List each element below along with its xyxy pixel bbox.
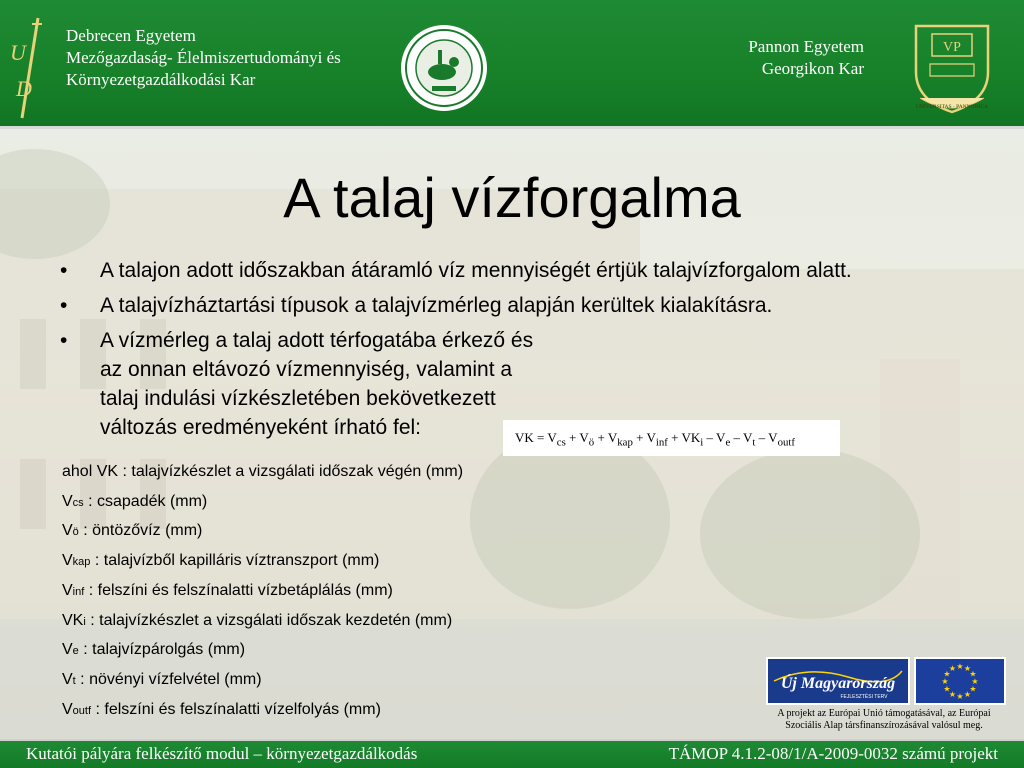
uj-magyarorszag-logo-art (768, 659, 908, 703)
eu-star-icon: ★ (956, 662, 964, 671)
definition-row (62, 577, 762, 607)
debrecen-university-logo (8, 14, 52, 120)
eu-star-icon: ★ (948, 664, 957, 673)
def-subscript: i (83, 615, 86, 628)
definition-row (62, 488, 762, 518)
definition-row (62, 458, 762, 488)
eu-star-icon: ★ (941, 677, 949, 686)
def-symbol: V (62, 581, 73, 599)
def-symbol: V (62, 552, 73, 570)
def-symbol: V (62, 641, 73, 659)
formula-part: + V (632, 430, 656, 445)
def-text: : öntözővíz (mm) (78, 522, 203, 540)
header-left-line-3: Környezetgazdálkodási Kar (66, 70, 256, 89)
formula-sub: kap (617, 436, 633, 449)
def-text: : talajvízből kapilláris víztranszport (mm) (90, 552, 380, 570)
footer-bar (0, 739, 1024, 768)
formula-sub: outf (777, 436, 796, 449)
formula-part: + V (565, 430, 589, 445)
definition-row (62, 517, 762, 547)
svg-text:VP: VP (943, 40, 961, 55)
bullet-item (56, 256, 976, 285)
bullet-dot: • (60, 329, 68, 352)
svg-text:Új Magyarország: Új Magyarország (780, 675, 896, 692)
bullet-dot: • (60, 294, 68, 317)
def-text: ahol VK : talajvízkészlet a vizsgálati időszak végén (mm) (62, 463, 464, 480)
definition-row (62, 666, 762, 696)
eu-note-line-1: A projekt az Európai Unió támogatásával, az Európai (777, 708, 991, 719)
def-subscript: inf (72, 585, 85, 598)
def-text: : csapadék (mm) (83, 492, 208, 510)
eu-star-icon: ★ (963, 690, 972, 699)
def-subscript: outf (72, 704, 92, 717)
def-text: : felszíni és felszínalatti vízelfolyás (mm) (91, 700, 381, 718)
formula-sub: inf (655, 436, 668, 449)
eu-star-icon: ★ (943, 684, 951, 694)
slide-title: A talaj vízforgalma (283, 166, 741, 229)
water-balance-formula (503, 420, 840, 456)
eu-star-icon: ★ (956, 692, 964, 701)
header-left-line-2: Mezőgazdaság- Élelmiszertudományi és (66, 48, 341, 67)
eu-star-icon: ★ (969, 669, 977, 679)
header-bar (0, 0, 1024, 128)
formula-sub: ö (588, 436, 595, 449)
def-text: : felszíni és felszínalatti vízbetáplálás (mm) (84, 581, 393, 599)
pannon-university-name (748, 36, 864, 80)
svg-text:D: D (16, 76, 32, 101)
definition-row (62, 636, 762, 666)
formula-part: + VK (667, 430, 701, 445)
header-left-line-1: Debrecen Egyetem (66, 26, 196, 45)
svg-text:UNIVERSITAS · PANNONICA: UNIVERSITAS · PANNONICA (915, 104, 989, 110)
def-subscript: e (72, 645, 79, 658)
formula-part: – V (703, 430, 726, 445)
footer-project-id: TÁMOP 4.1.2-08/1/A-2009-0032 számú projekt (668, 744, 998, 763)
eu-star-icon: ★ (948, 690, 957, 699)
formula-sub: e (725, 436, 731, 449)
def-subscript: kap (72, 556, 91, 569)
def-subscript: t (72, 674, 76, 687)
bullet-text: A talajon adott időszakban átáramló víz mennyiségét értjük talajvízforgalom alatt. (100, 259, 852, 282)
definition-row (62, 696, 762, 726)
faculty-seal-icon (400, 24, 488, 112)
debrecen-university-name (66, 25, 341, 91)
bullet-item (56, 291, 976, 320)
formula-sub: i (700, 436, 704, 449)
header-right-line-2: Georgikon Kar (761, 59, 864, 78)
bullet-text: A talajvízháztartási típusok a talajvízmérleg alapján kerültek kialakításra. (100, 294, 773, 317)
def-symbol: VK (62, 611, 84, 629)
def-text: : talajvízpárolgás (mm) (78, 641, 246, 659)
formula-part: – V (730, 430, 753, 445)
eu-star-icon: ★ (969, 684, 977, 694)
formula-sub: t (752, 436, 756, 449)
formula-part: – V (755, 430, 778, 445)
def-text: : növényi vízfelvétel (mm) (75, 670, 262, 688)
definition-row (62, 547, 762, 577)
def-symbol: V (62, 670, 73, 688)
eu-note-line-2: Szociális Alap társfinanszírozásával valósul meg. (785, 720, 983, 731)
formula-sub: cs (556, 436, 566, 449)
pannon-crest-icon (906, 20, 998, 118)
eu-flag-icon (914, 657, 1006, 705)
svg-text:U: U (10, 40, 26, 65)
def-subscript: cs (72, 496, 84, 509)
definition-row (62, 607, 762, 637)
bullet-text: A vízmérleg a talaj adott térfogatába érkező és az onnan eltávozó vízmennyiség, valamint a talaj indulási vízkészletében bekövetkezett változás eredményeként írható fel: (100, 329, 534, 439)
def-symbol: V (62, 492, 73, 510)
eu-funding-note (752, 708, 1016, 732)
def-symbol: V (62, 700, 73, 718)
def-subscript: ö (72, 526, 79, 539)
header-right-line-1: Pannon Egyetem (748, 37, 864, 56)
footer-module-name: Kutatói pályára felkészítő modul – környezetgazdálkodás (26, 744, 418, 763)
eu-stars (916, 659, 1004, 703)
formula-part: VK = V (515, 430, 557, 445)
eu-star-icon: ★ (943, 669, 951, 679)
eu-star-icon: ★ (971, 677, 979, 686)
eu-star-icon: ★ (963, 664, 972, 673)
variable-definitions (62, 458, 762, 725)
formula-part: + V (594, 430, 618, 445)
bullet-dot: • (60, 259, 68, 282)
def-symbol: V (62, 522, 73, 540)
uj-magyarorszag-logo (766, 657, 910, 705)
def-text: : talajvízkészlet a vizsgálati időszak kezdetén (mm) (85, 611, 453, 629)
svg-text:FEJLESZTÉSI TERV: FEJLESZTÉSI TERV (840, 694, 888, 700)
